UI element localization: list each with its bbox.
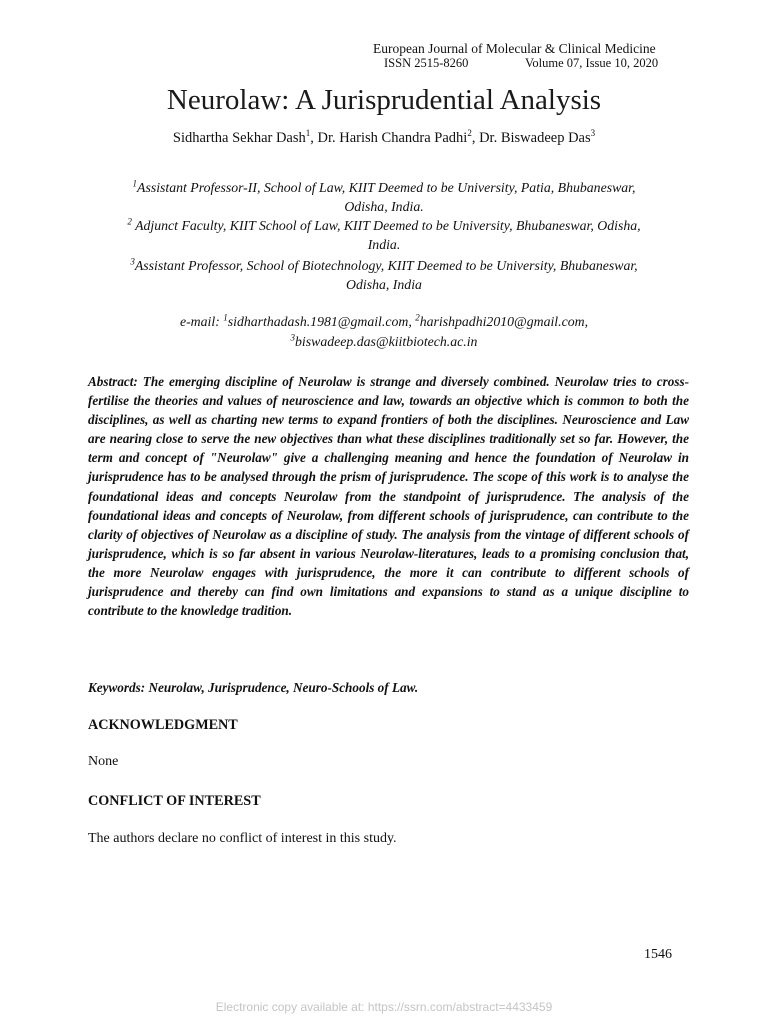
author-affiliation-mark: 2 — [467, 128, 472, 139]
paper-title: Neurolaw: A Jurisprudential Analysis — [166, 84, 602, 116]
issn-volume-line — [384, 56, 684, 71]
author-affiliation-mark: 1 — [305, 128, 311, 139]
affiliation-line: India. — [367, 237, 401, 252]
volume-issue: Volume 07, Issue 10, 2020 — [525, 56, 659, 70]
email-mark: 2 — [415, 312, 420, 323]
ssrn-footer: Electronic copy available at: https://ssrn.com/abstract=4433459 — [215, 1000, 553, 1014]
issn: ISSN 2515-8260 — [384, 56, 469, 70]
email-block — [88, 312, 680, 352]
email-1: sidharthadash.1981@gmail.com, — [227, 314, 416, 329]
author-list — [0, 130, 768, 147]
email-mark: 1 — [223, 312, 228, 323]
email-2: harishpadhi2010@gmail.com, — [419, 314, 589, 329]
conflict-text: The authors declare no conflict of interest in this study. — [88, 831, 397, 846]
acknowledgment-heading: ACKNOWLEDGMENT — [88, 717, 238, 733]
journal-name: European Journal of Molecular & Clinical Medicine — [373, 41, 656, 56]
acknowledgment-text: None — [88, 754, 119, 769]
email-mark: 3 — [290, 332, 296, 343]
affiliation-line: Assistant Professor, School of Biotechnology, KIIT Deemed to be University, Bhubaneswar, — [134, 258, 638, 273]
page-number: 1546 — [644, 947, 672, 962]
affiliation-line: Adjunct Faculty, KIIT School of Law, KIIT Deemed to be University, Bhubaneswar, Odisha, — [131, 218, 641, 233]
affiliation-1 — [88, 178, 680, 216]
keywords: Keywords: Neurolaw, Jurisprudence, Neuro-Schools of Law. — [88, 680, 419, 695]
author-separator: , — [471, 130, 480, 146]
email-3: biswadeep.das@kiitbiotech.ac.in — [295, 334, 478, 349]
author-separator: , — [310, 130, 318, 146]
affiliation-3 — [88, 256, 680, 294]
author-affiliation-mark: 3 — [590, 128, 596, 139]
affiliation-line: Odisha, India. — [344, 199, 424, 214]
affiliation-line: Assistant Professor-II, School of Law, KIIT Deemed to be University, Patia, Bhubaneswar, — [137, 180, 636, 195]
affiliation-2 — [88, 216, 680, 254]
affiliation-line: Odisha, India — [346, 277, 422, 292]
author-name: Sidhartha Sekhar Dash — [172, 130, 306, 146]
conflict-heading: CONFLICT OF INTEREST — [88, 793, 261, 809]
author-name: Dr. Harish Chandra Padhi — [317, 130, 468, 146]
affiliation-mark: 2 — [127, 216, 132, 227]
abstract: Abstract: The emerging discipline of Neurolaw is strange and diversely combined. Neurolaw tries to cross-fertilise the theories and values of neuroscience and law, towards an objective which is common to both the disciplines, as well as charting new terms to expand frontiers of both the disciplines. Neuroscience and Law are nearing close to serve the new objectives than what these disciplines traditionally set so far. However, the term and concept of "Neurolaw" give a challenging meaning and hence the foundation of Neurolaw in jurisprudence has to be analysed through the prism of jurisprudence. The scope of this work is to analyse the foundational ideas and concepts Neurolaw from the standpoint of jurisprudence. The analysis of the foundational ideas and concepts of Neurolaw, from different schools of jurisprudence, can contribute to the clarity of objectives of Neurolaw as a discipline of study. The analysis from the vintage of different schools of jurisprudence, which is so far absent in various Neurolaw-literatures, leads to a promising conclusion that, the more Neurolaw engages with jurisprudence, the more it can contribute to different schools of jurisprudence and thereby can find own limitations and expansions to stand as a unique discipline to contribute to the knowledge tradition. — [88, 374, 689, 619]
email-prefix: e-mail: — [179, 314, 224, 329]
affiliation-mark: 3 — [130, 256, 135, 267]
author-name: Dr. Biswadeep Das — [479, 130, 591, 146]
affiliation-mark: 1 — [132, 178, 138, 189]
